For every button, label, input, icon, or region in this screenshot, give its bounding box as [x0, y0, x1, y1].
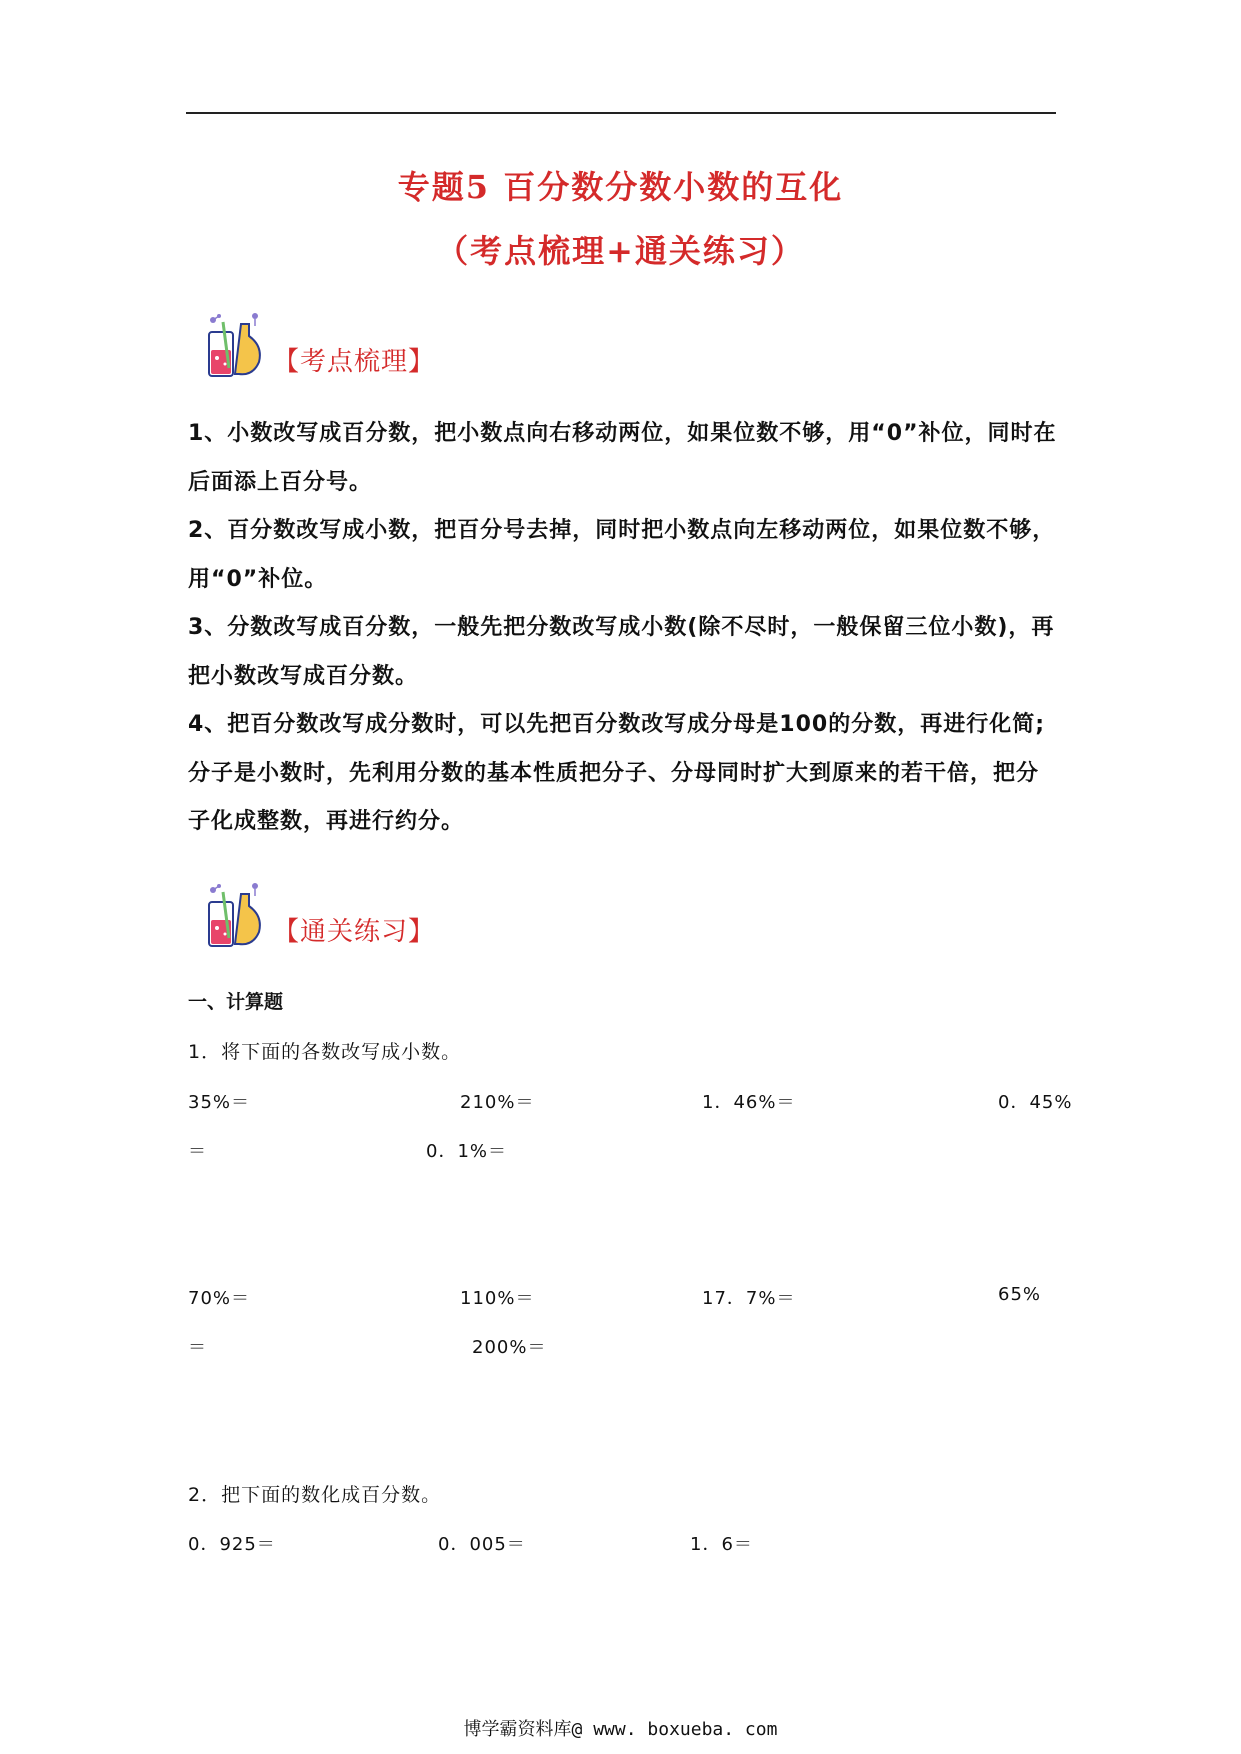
- q2-item: 0．005＝: [438, 1534, 526, 1555]
- key-point-3: 3、分数改写成百分数，一般先把分数改写成小数(除不尽时，一般保留三位小数)，再把小数改写成百分数。: [188, 615, 1055, 689]
- q1-item: 70%＝: [188, 1288, 251, 1309]
- q2-item: 0．925＝: [188, 1534, 276, 1555]
- question-2-title: 2．把下面的数化成百分数。: [188, 1484, 442, 1506]
- practice-heading: 一、计算题: [188, 991, 284, 1013]
- q1-item: ＝: [188, 1337, 207, 1358]
- key-point-2: 2、百分数改写成小数，把百分号去掉，同时把小数点向左移动两位，如果位数不够，用“0”补位。: [188, 518, 1056, 592]
- flask-icon: [205, 880, 265, 950]
- page-subtitle: （考点梳理+通关练习）: [436, 232, 805, 270]
- question-1-title: 1．将下面的各数改写成小数。: [188, 1041, 462, 1063]
- q1-item: 0．1%＝: [426, 1141, 508, 1162]
- section-label-practice: 【通关练习】: [273, 917, 436, 947]
- flask-icon: [205, 310, 265, 380]
- page-title: 专题5 百分数分数小数的互化: [397, 168, 844, 206]
- section-label-points: 【考点梳理】: [273, 347, 436, 377]
- q1-item: 110%＝: [460, 1288, 535, 1309]
- key-point-4: 4、把百分数改写成分数时，可以先把百分数改写成分母是100的分数，再进行化简;分子是小数时，先利用分数的基本性质把分子、分母同时扩大到原来的若干倍，把分子化成整数，再进行约分。: [188, 712, 1046, 834]
- key-point-1: 1、小数改写成百分数，把小数点向右移动两位，如果位数不够，用“0”补位，同时在后面添上百分号。: [188, 421, 1057, 495]
- q1-item: 35%＝: [188, 1092, 251, 1113]
- key-points-list: [188, 410, 1058, 847]
- q1-item: 1．46%＝: [702, 1092, 796, 1113]
- q1-item: 0．45%: [998, 1092, 1073, 1113]
- q1-item: 65%: [998, 1284, 1042, 1305]
- q2-item: 1．6＝: [690, 1534, 753, 1555]
- q1-item: 210%＝: [460, 1092, 535, 1113]
- section-header-points: [205, 310, 435, 380]
- header-rule: [186, 112, 1056, 114]
- q1-item: 200%＝: [472, 1337, 547, 1358]
- section-header-practice: [205, 880, 435, 950]
- footer-watermark: 博学霸资料库@ www. boxueba. com: [463, 1719, 778, 1740]
- q1-item: 17．7%＝: [702, 1288, 796, 1309]
- q1-item: ＝: [188, 1141, 207, 1162]
